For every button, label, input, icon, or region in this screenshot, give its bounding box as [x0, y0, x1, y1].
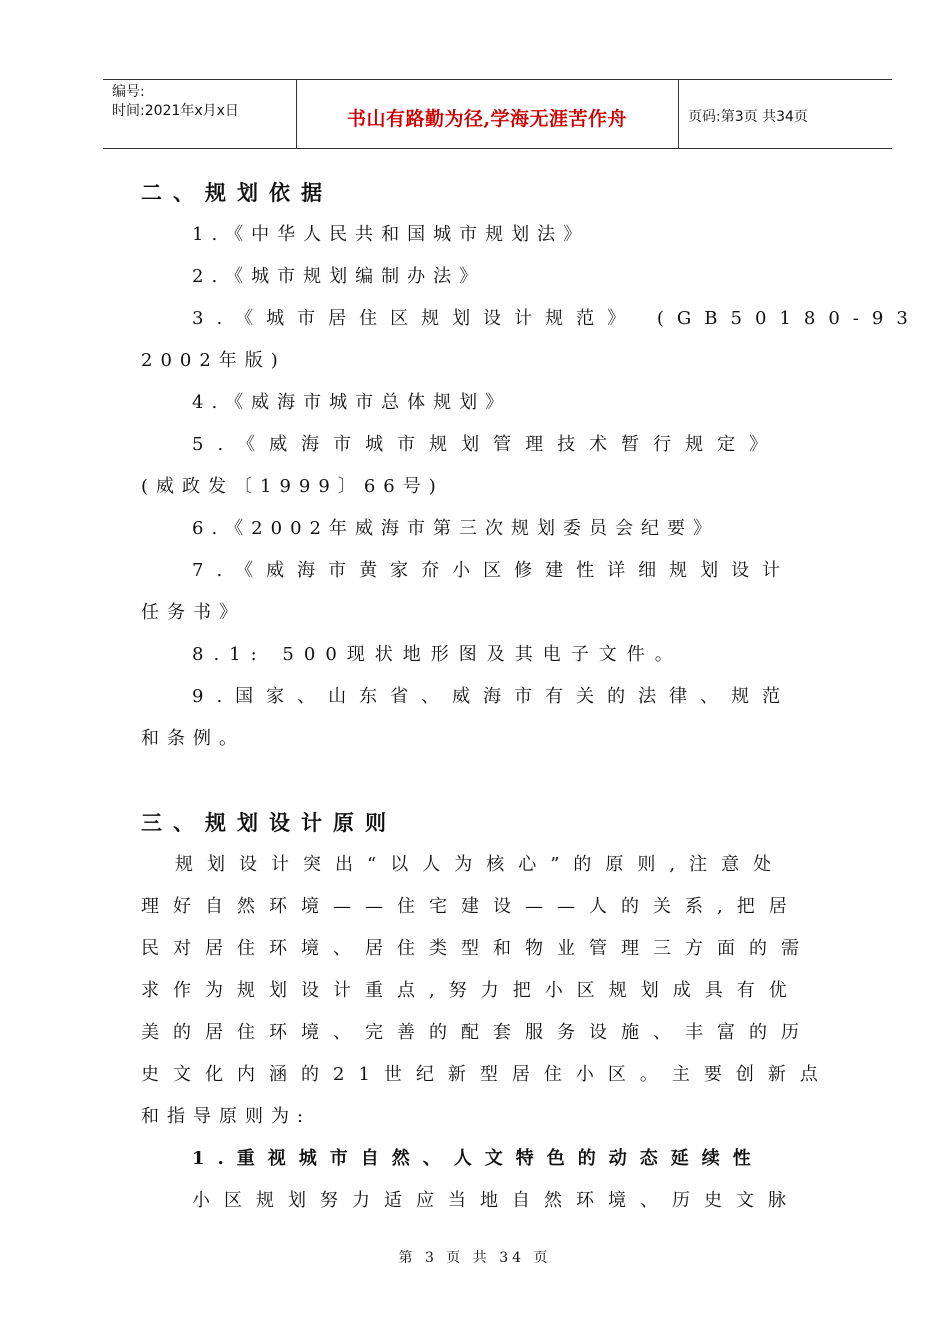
- section3-paragraph-line: 求作为规划设计重点,努力把小区规划成具有优: [141, 980, 801, 1001]
- document-date-label: 时间:2021年x月x日: [112, 103, 239, 119]
- section2-item: 3.《城市居住区规划设计规范》 (GB50180-93: [192, 308, 921, 329]
- header-page-info: 页码:第3页 共34页: [688, 109, 808, 125]
- section2-item: 9.国家、山东省、威海市有关的法律、规范: [192, 686, 794, 707]
- section3-paragraph-line: 美的居住环境、完善的配套服务设施、丰富的历: [141, 1022, 813, 1043]
- section3-heading: 三、规划设计原则: [141, 810, 397, 835]
- section2-item-continued: 2002年版): [141, 350, 286, 371]
- section3-paragraph-line: 民对居住环境、居住类型和物业管理三方面的需: [141, 938, 813, 959]
- section2-item-continued: (威政发〔1999〕66号): [141, 476, 444, 497]
- section3-sub1-text: 小区规划努力适应当地自然环境、历史文脉: [192, 1190, 800, 1211]
- header-page-cell: [678, 80, 892, 148]
- section2-item-continued: 任务书》: [141, 602, 245, 623]
- header-motto-cell: [296, 80, 679, 148]
- page-footer: 第 3 页 共 34 页: [398, 1250, 552, 1266]
- section2-item: 2.《城市规划编制办法》: [192, 266, 486, 287]
- section3-paragraph-line: 史文化内涵的21世纪新型居住小区。主要创新点: [141, 1064, 832, 1085]
- section2-item: 1.《中华人民共和国城市规划法》: [192, 224, 590, 245]
- document-number-label: 编号:: [112, 84, 145, 100]
- section3-paragraph-line: 规划设计突出“以人为核心”的原则,注意处: [175, 854, 786, 875]
- section3-paragraph-line: 理好自然环境——住宅建设——人的关系,把居: [141, 896, 801, 917]
- section3-subheading: 1.重视城市自然、人文特色的动态延续性: [192, 1148, 764, 1169]
- page-header: [103, 79, 892, 149]
- section2-item: 6.《2002年威海市第三次规划委员会纪要》: [192, 518, 719, 539]
- header-motto: 书山有路勤为径,学海无涯苦作舟: [346, 108, 628, 130]
- section2-item: 5.《威海市城市规划管理技术暂行规定》: [192, 434, 782, 455]
- section3-paragraph-line: 和指导原则为:: [141, 1106, 312, 1127]
- header-meta-cell: [103, 80, 297, 148]
- section2-item: 7.《威海市黄家夼小区修建性详细规划设计: [192, 560, 794, 581]
- section2-item-continued: 和条例。: [141, 728, 245, 749]
- section2-heading: 二、规划依据: [141, 180, 333, 205]
- section2-item: 4.《威海市城市总体规划》: [192, 392, 512, 413]
- section2-item: 8.1: 500现状地形图及其电子文件。: [192, 644, 683, 665]
